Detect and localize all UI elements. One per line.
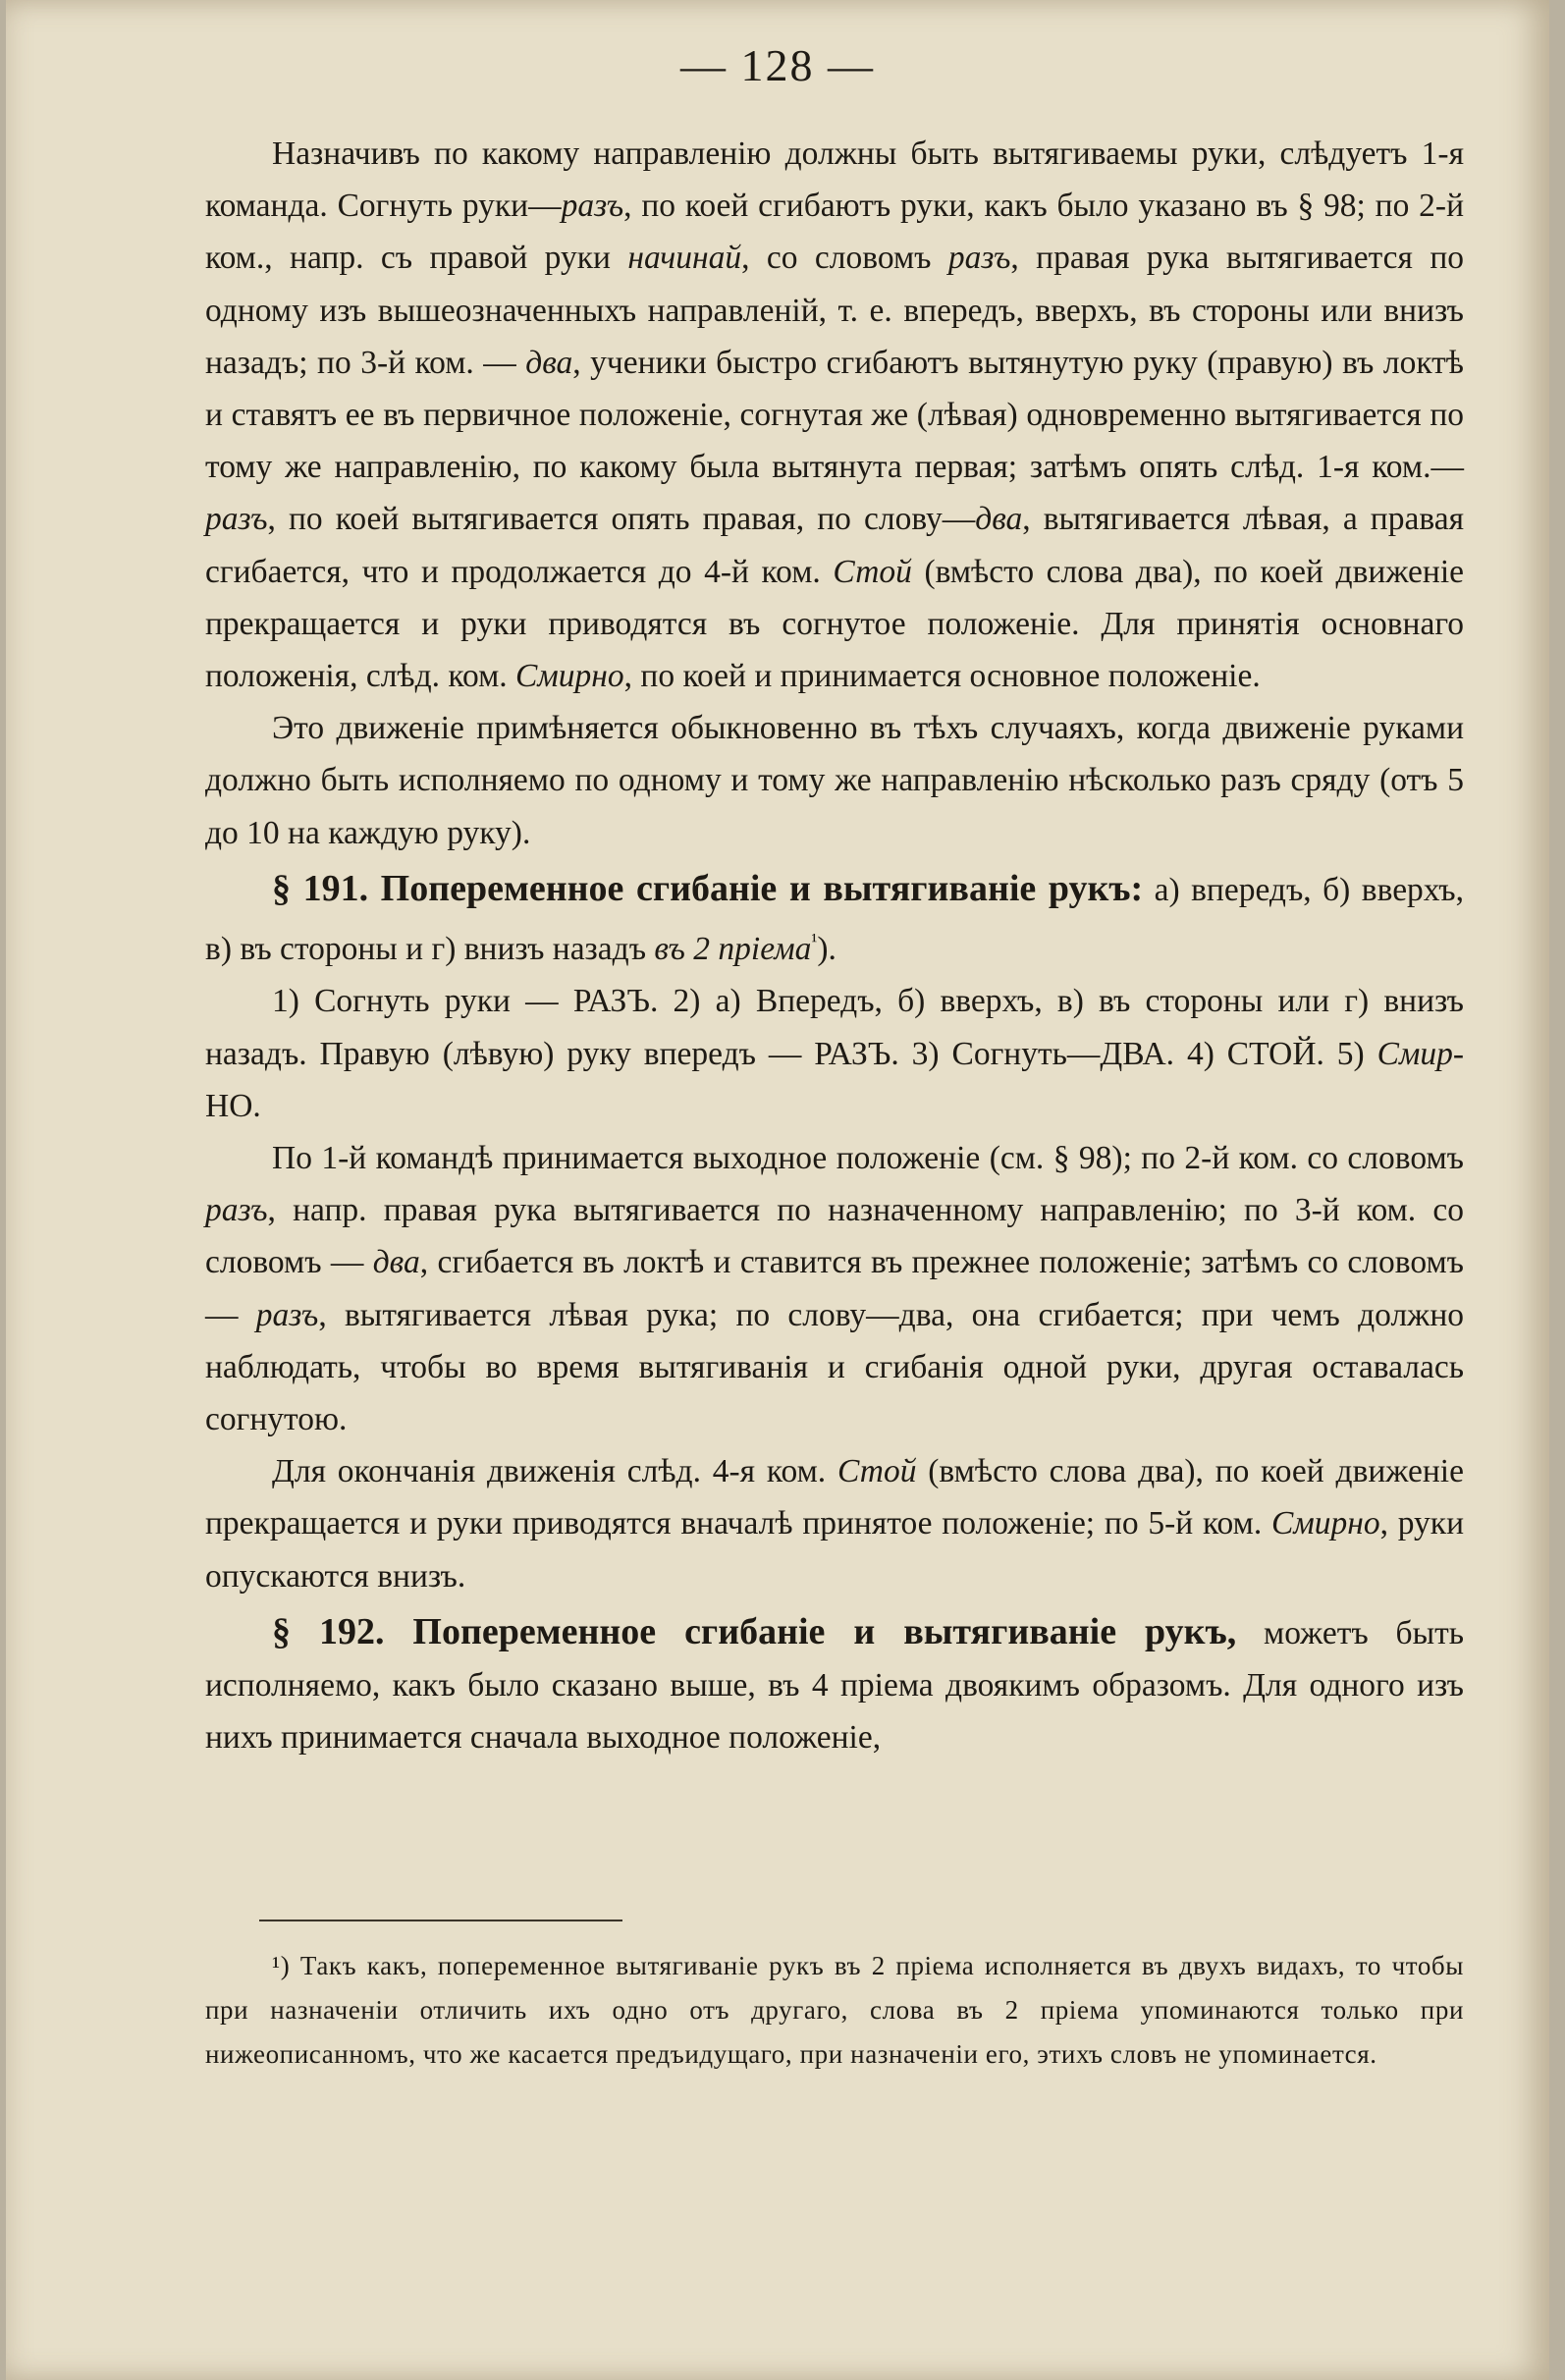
text-run: , вытягивается лѣвая, а правая сгибается, что и продолжается до 4-й ком. bbox=[205, 501, 1465, 590]
italic-run: Смирно bbox=[1271, 1505, 1380, 1542]
text-run: , правая рука вытягивается по одному изъ вышеозначенныхъ направленій, т. е. впередъ, вверхъ, въ стороны или внизъ назадъ; по 3-й ком. — bbox=[205, 240, 1464, 381]
text-run: , вытягивается лѣвая рука; по слову—два, она сгибается; при чемъ должно наблюдать, чтобы во время вытягиванія и сгибанія одной руки, другая оставалась согнутою. bbox=[205, 1296, 1465, 1438]
text-run: 1) Согнуть руки — РАЗЪ. 2) а) Впередъ, б) вверхъ, в) въ стороны или г) внизъ назадъ. Правую (лѣвую) руку впередъ — РАЗЪ. 3) Согнуть—ДВА. 4) СТОЙ. 5) bbox=[205, 983, 1464, 1072]
text-run: , по коей и принимается основное положеніе. bbox=[623, 658, 1261, 695]
text-run: Такъ какъ, попеременное вытягиваніе рукъ въ 2 пріема исполняется въ двухъ видахъ, то чтобы при назначеніи отличить ихъ одно отъ другаго, слова въ 2 пріема упоминаются только при нижеописанномъ, что же касается предъидущаго, при назначеніи его, этихъ словъ не упоминается. bbox=[205, 1951, 1464, 2069]
paragraph-1 bbox=[205, 128, 1464, 702]
body-text bbox=[205, 128, 1464, 1763]
book-page bbox=[6, 0, 1549, 2380]
section-heading: § 191. Попеременное сгибаніе и вытягиваніе рукъ: bbox=[272, 867, 1144, 909]
italic-run: Смирно bbox=[515, 658, 624, 695]
footnote-mark: ¹) bbox=[272, 1951, 291, 1980]
paragraph-3 bbox=[205, 1132, 1464, 1445]
text-run: -НО. bbox=[205, 1035, 1464, 1124]
footnote-divider bbox=[259, 1920, 622, 1921]
text-run: , по коей сгибаютъ руки, какъ было указано въ § 98; по 2-й ком., напр. съ правой руки bbox=[205, 188, 1465, 277]
text-run: Для окончанія движенія слѣд. 4-я ком. bbox=[272, 1453, 837, 1490]
footnote-ref: ¹ bbox=[811, 931, 818, 953]
text-run: (вмѣсто слова два), по коей движеніе прекращается и руки приводятся вначалѣ принятое положеніе; по 5-й ком. bbox=[205, 1453, 1464, 1542]
italic-run: Стой bbox=[833, 553, 912, 590]
text-run: , ученики быстро сгибаютъ вытянутую руку (правую) въ локтѣ и ставятъ ее въ первичное положеніе, согнутая же (лѣвая) одновременно вытягивается по тому же направленію, по какому была вытянута первая; затѣмъ опять слѣд. 1-я ком.— bbox=[205, 344, 1464, 486]
text-run: (вмѣсто слова два), по коей движеніе прекращается и руки приводятся въ согнутое положеніе. Для принятія основнаго положенія, слѣд. ком. bbox=[205, 553, 1464, 695]
page-number: — 128 — bbox=[680, 40, 875, 90]
text-run: По 1-й командѣ принимается выходное положеніе (см. § 98); по 2-й ком. со словомъ bbox=[272, 1140, 1464, 1177]
text-run: можетъ быть исполняемо, какъ было сказано выше, въ 4 пріема двоякимъ образомъ. Для одного изъ нихъ принимается сначала выходное положеніе, bbox=[205, 1614, 1464, 1757]
text-run: , со словомъ bbox=[741, 240, 948, 277]
footnote-text bbox=[205, 1944, 1464, 2077]
italic-run: два bbox=[525, 344, 573, 381]
italic-run: начинай bbox=[627, 240, 742, 277]
section-192 bbox=[205, 1606, 1464, 1764]
text-run: , сгибается въ локтѣ и ставится въ прежнее положеніе; затѣмъ со словомъ — bbox=[205, 1244, 1464, 1333]
section-191 bbox=[205, 863, 1464, 976]
command-sequence bbox=[205, 975, 1464, 1132]
italic-run: разъ bbox=[255, 1296, 319, 1333]
text-run: ). bbox=[817, 931, 836, 968]
italic-run: Смир bbox=[1376, 1035, 1453, 1072]
footnote bbox=[205, 1944, 1464, 2077]
section-heading: § 192. Попеременное сгибаніе и вытягиваніе рукъ, bbox=[272, 1610, 1237, 1652]
italic-run: разъ bbox=[205, 501, 268, 538]
italic-run: разъ bbox=[947, 240, 1011, 277]
text-run: , руки опускаются внизъ. bbox=[205, 1505, 1465, 1595]
text-run: , по коей вытягивается опять правая, по слову— bbox=[267, 501, 976, 538]
italic-run: Стой bbox=[836, 1453, 917, 1490]
italic-run: въ 2 пріема bbox=[654, 931, 812, 968]
italic-run: разъ bbox=[561, 188, 624, 225]
text-run: , напр. правая рука вытягивается по назначенному направленію; по 3-й ком. со словомъ — bbox=[205, 1192, 1464, 1281]
text-run: а) впередъ, б) вверхъ, в) въ стороны и г) внизъ назадъ bbox=[205, 871, 1464, 968]
paragraph-4 bbox=[205, 1445, 1464, 1602]
italic-run: два bbox=[372, 1244, 420, 1281]
italic-run: разъ bbox=[205, 1192, 268, 1229]
text-run: Назначивъ по какому направленію должны быть вытягиваемы руки, слѣдуетъ 1-я команда. Согнуть руки— bbox=[205, 135, 1464, 225]
italic-run: два bbox=[975, 501, 1023, 538]
paragraph-2: Это движеніе примѣняется обыкновенно въ тѣхъ случаяхъ, когда движеніе руками должно быть исполняемо по одному и тому же направленію нѣсколько разъ сряду (отъ 5 до 10 на каждую руку). bbox=[205, 710, 1464, 851]
